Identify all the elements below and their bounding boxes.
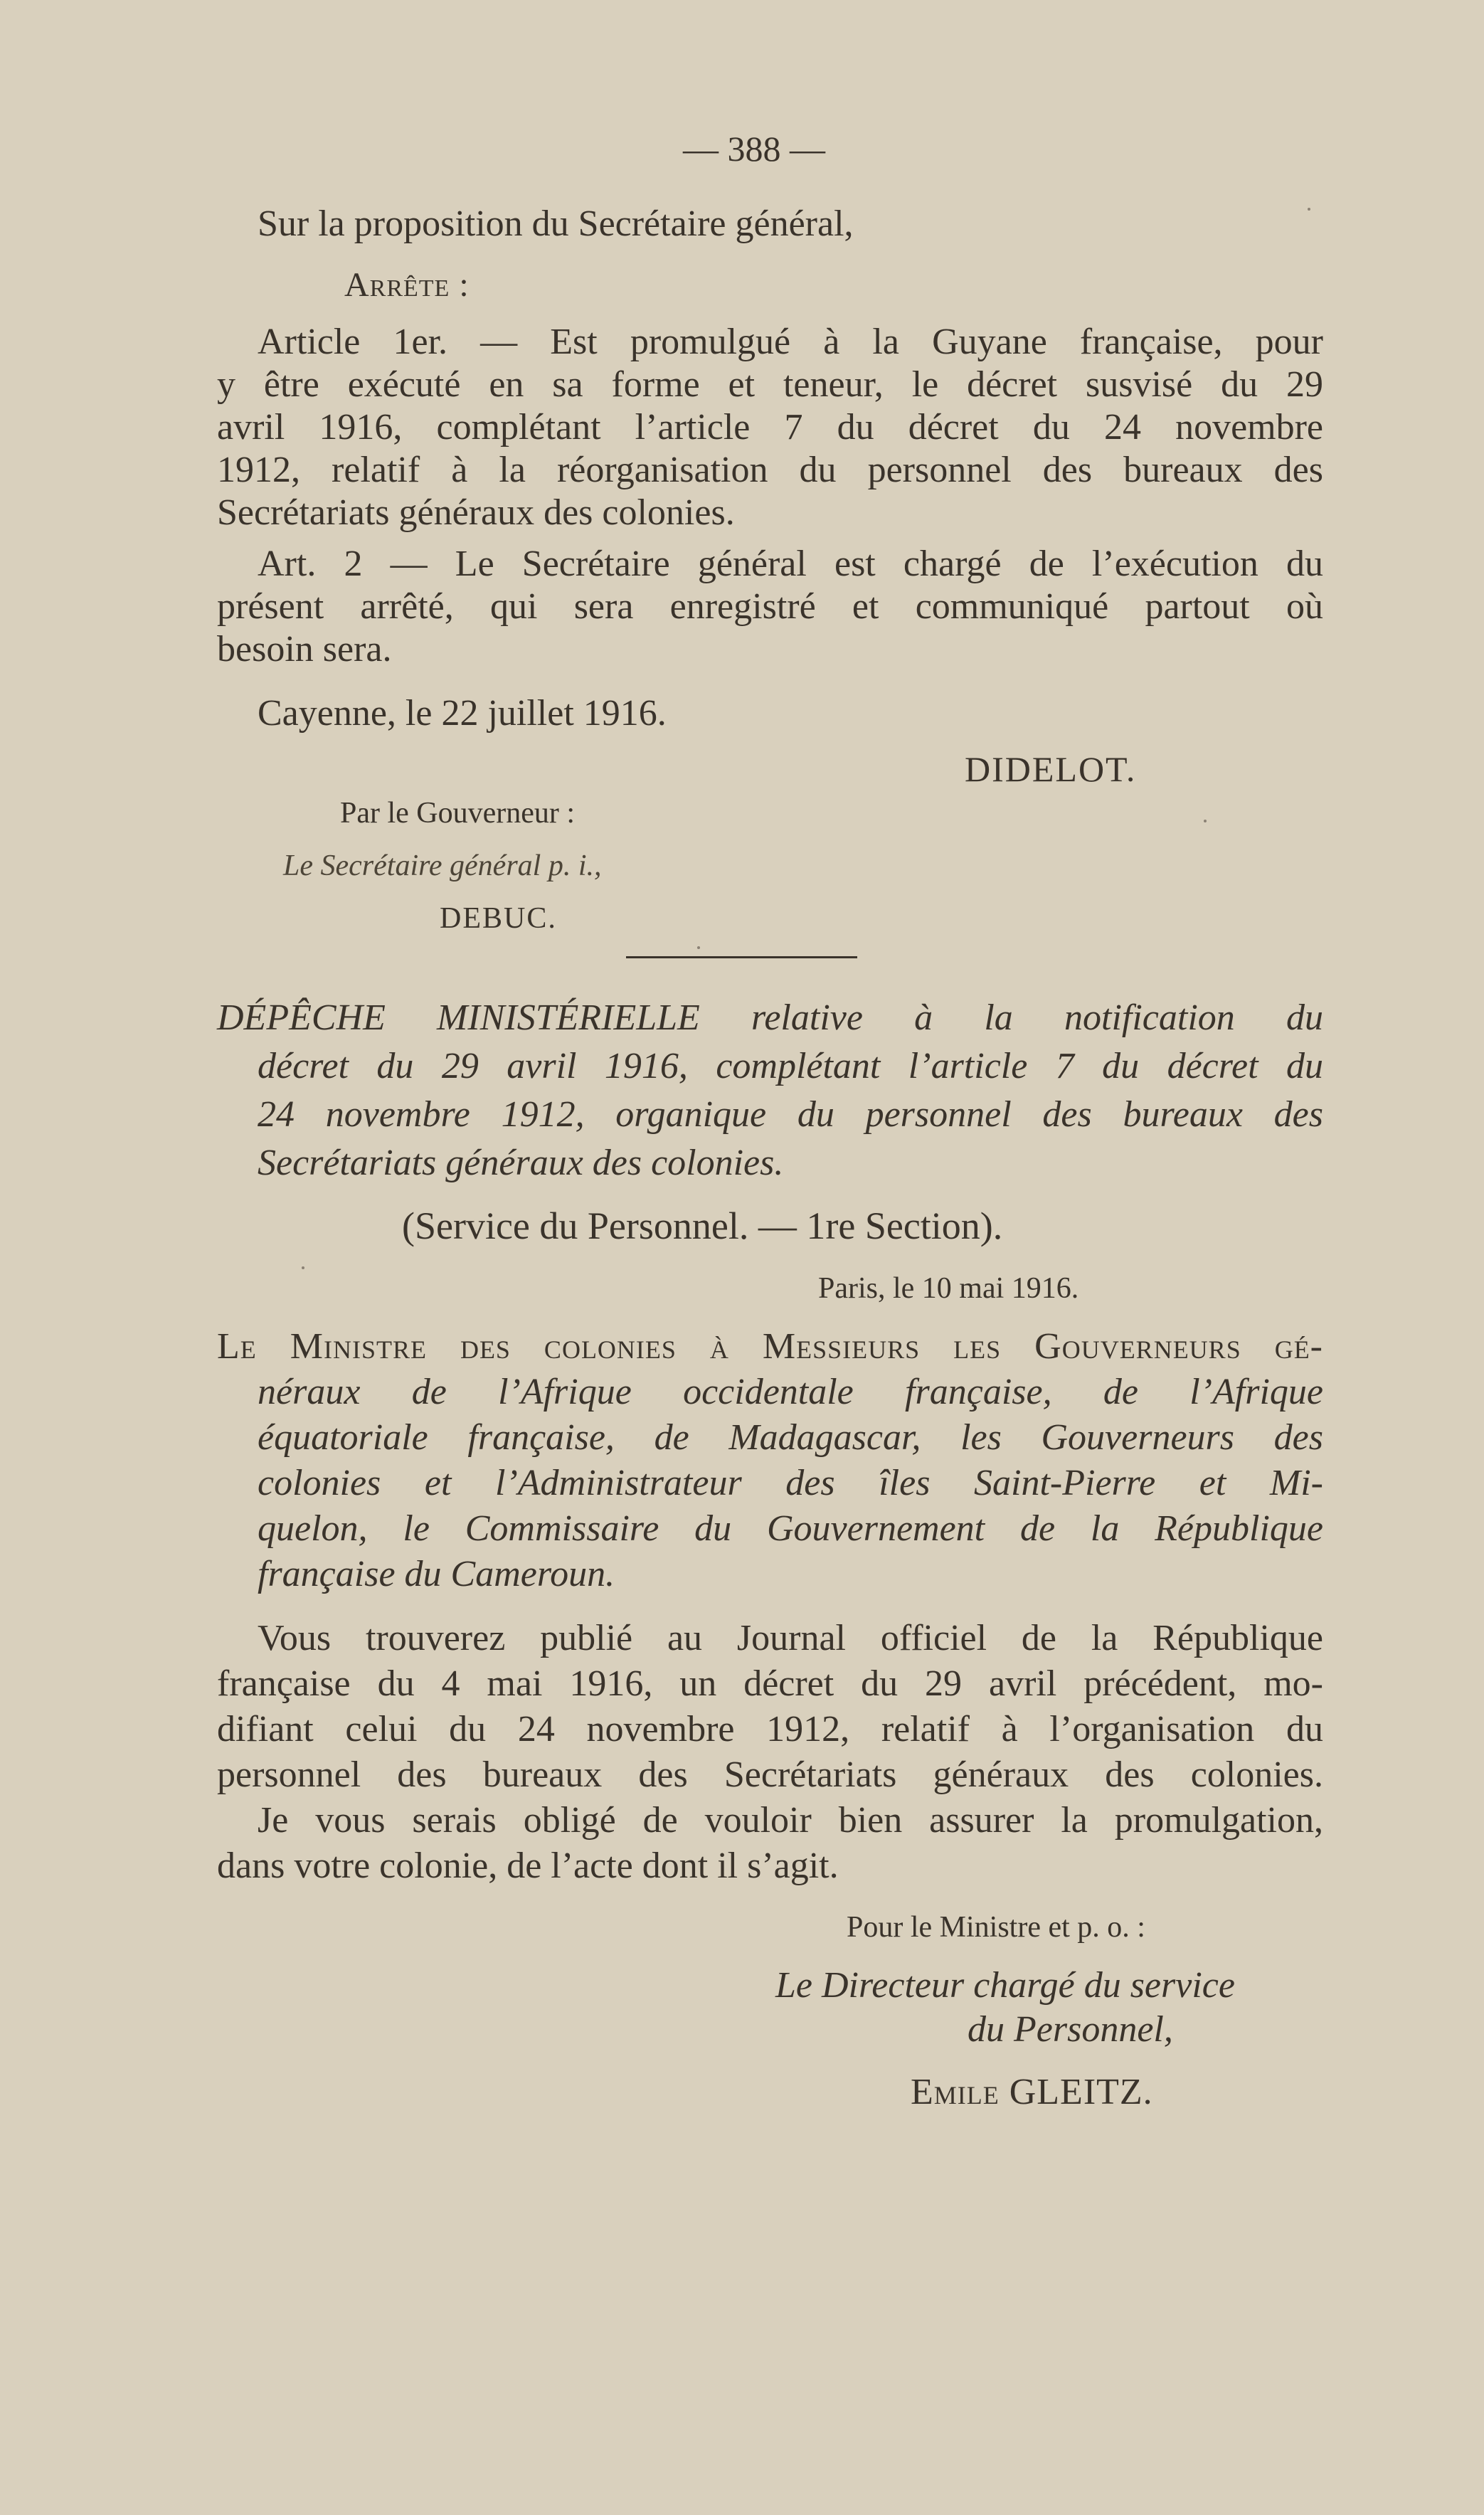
arrete-line-7: Secrétariats généraux des colonies.	[217, 492, 735, 533]
paper-speck	[1308, 208, 1310, 211]
directeur-line-1: Le Directeur chargé du service	[775, 1965, 1235, 2006]
body-line-5: Je vous serais obligé de vouloir bien assurer la promulgation,	[258, 1800, 1323, 1841]
arrete-line-10: besoin sera.	[217, 629, 392, 669]
body-line-2: française du 4 mai 1916, un décret du 29 avril précédent, mo-	[217, 1663, 1323, 1704]
paper-speck	[302, 1266, 304, 1269]
arrete-line-6: 1912, relatif à la réorganisation du personnel des bureaux des	[217, 450, 1323, 490]
body-line-1: Vous trouverez publié au Journal officiel de la République	[258, 1618, 1323, 1658]
body-line-4: personnel des bureaux des Secrétariats généraux des colonies.	[217, 1754, 1323, 1795]
address-line-3: équatoriale française, de Madagascar, les Gouverneurs des	[258, 1417, 1323, 1458]
arrete-line-3: Article 1er. — Est promulgué à la Guyane française, pour	[258, 322, 1323, 362]
paper-speck	[697, 946, 700, 949]
section-divider	[626, 956, 857, 958]
directeur-line-2: du Personnel,	[968, 2009, 1173, 2050]
page-number: — 388 —	[683, 129, 825, 169]
arrete-line-5: avril 1916, complétant l’article 7 du décret du 24 novembre	[217, 407, 1323, 448]
address-line-1: Le Ministre des colonies à Messieurs les Gouverneurs gé-	[217, 1326, 1323, 1367]
depeche-date: Paris, le 10 mai 1916.	[818, 1272, 1079, 1305]
depeche-heading-2: décret du 29 avril 1916, complétant l’article 7 du décret du	[258, 1046, 1323, 1086]
secretaire-name: DEBUC.	[440, 902, 557, 935]
body-line-6: dans votre colonie, de l’acte dont il s’agit.	[217, 1846, 839, 1886]
address-line-2: néraux de l’Afrique occidentale française, de l’Afrique	[258, 1372, 1323, 1412]
arrete-line-4: y être exécuté en sa forme et teneur, le décret susvisé du 29	[217, 364, 1323, 405]
address-line-4: colonies et l’Administrateur des îles Saint-Pierre et Mi-	[258, 1463, 1323, 1503]
depeche-heading-4: Secrétariats généraux des colonies.	[258, 1143, 784, 1183]
arrete-heading: Arrête :	[344, 266, 470, 304]
arrete-line-9: présent arrêté, qui sera enregistré et communiqué partout où	[217, 586, 1323, 627]
paper-speck	[1204, 820, 1207, 822]
address-line-5: quelon, le Commissaire du Gouvernement de la République	[258, 1508, 1323, 1549]
arrete-line-8: Art. 2 — Le Secrétaire général est chargé de l’exécution du	[258, 544, 1323, 584]
par-le-gouverneur: Par le Gouverneur :	[340, 797, 576, 830]
arrete-line-1: Sur la proposition du Secrétaire général,	[258, 203, 854, 244]
depeche-heading-3: 24 novembre 1912, organique du personnel des bureaux des	[258, 1094, 1323, 1135]
depeche-heading-1: DÉPÊCHE MINISTÉRIELLE relative à la notification du	[217, 997, 1323, 1038]
final-signature: Emile GLEITZ.	[911, 2072, 1153, 2112]
service-line: (Service du Personnel. — 1re Section).	[402, 1204, 1003, 1247]
body-line-3: difiant celui du 24 novembre 1912, relatif à l’organisation du	[217, 1709, 1323, 1749]
arrete-place-date: Cayenne, le 22 juillet 1916.	[258, 693, 667, 734]
arrete-signature: DIDELOT.	[965, 749, 1137, 789]
secretaire-title: Le Secrétaire général p. i.,	[283, 849, 602, 882]
pour-le-ministre: Pour le Ministre et p. o. :	[847, 1911, 1145, 1944]
address-line-6: française du Cameroun.	[258, 1554, 615, 1594]
